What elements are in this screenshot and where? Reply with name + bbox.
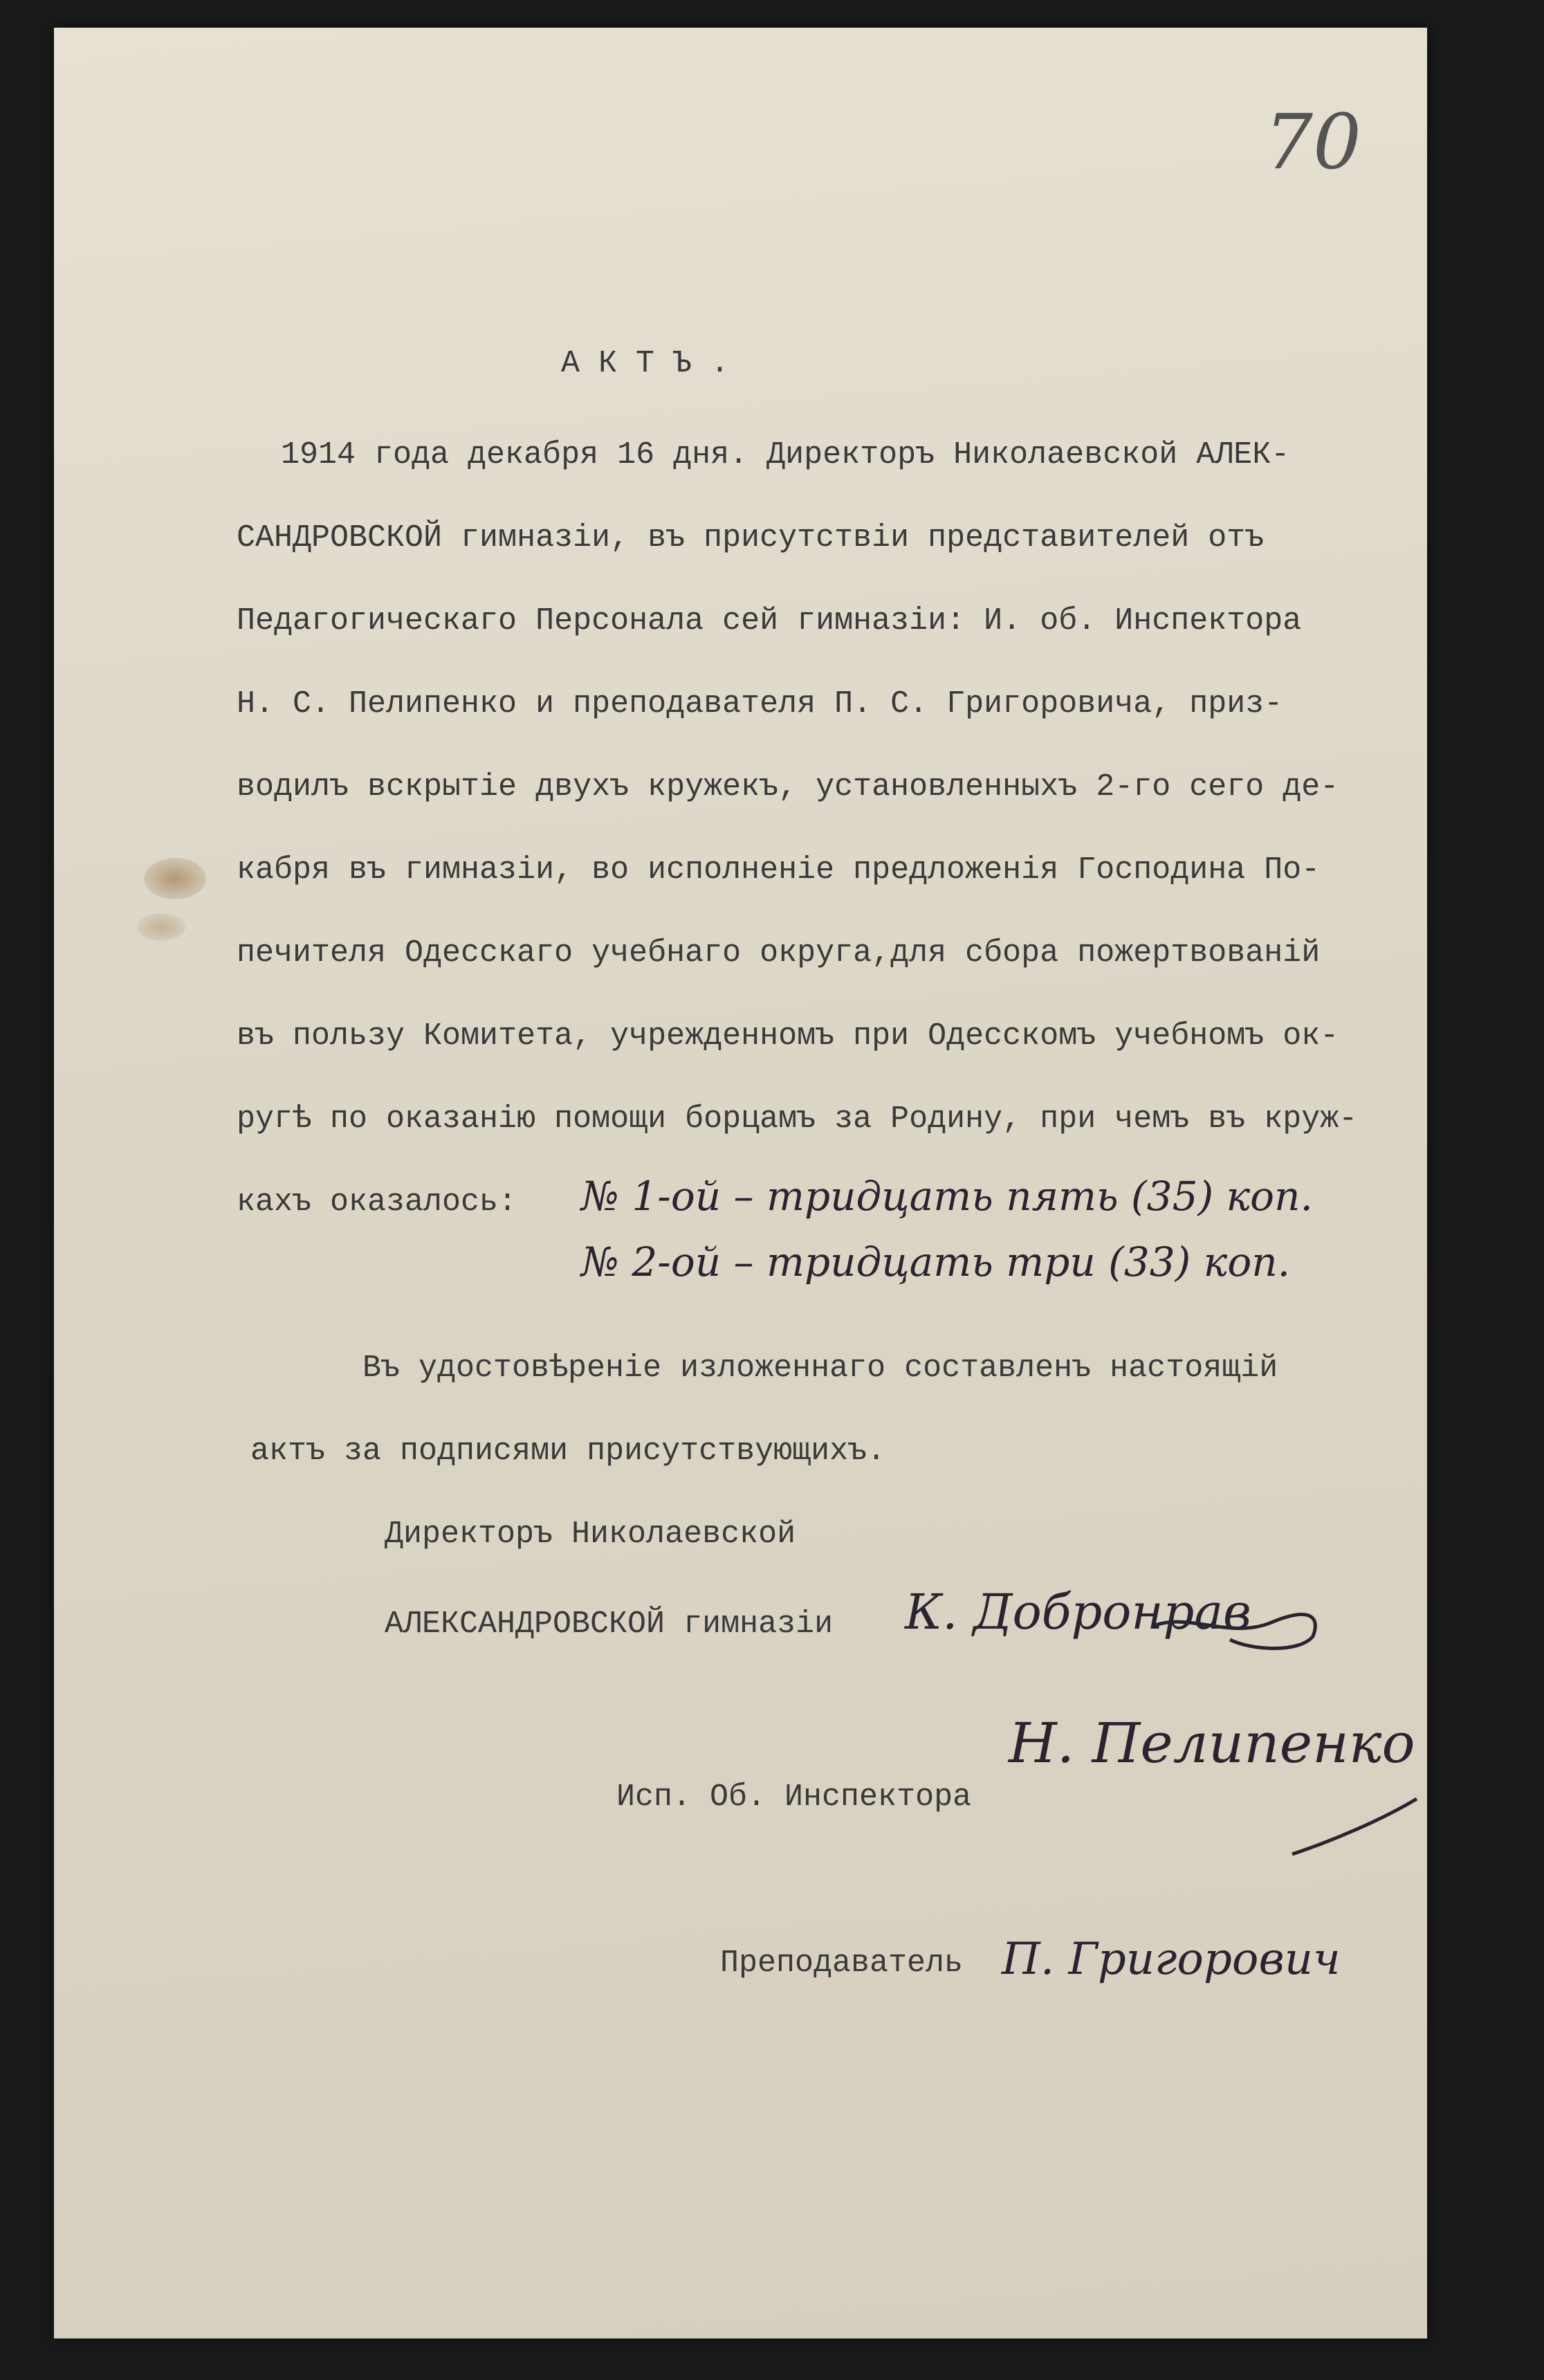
page-number: 70 [1265,98,1361,186]
document-page [54,28,1427,2338]
body-line: водилъ вскрытiе двухъ кружекъ, установленныхъ 2-го сего де- [237,769,1339,805]
body-line: Н. С. Пелипенко и преподавателя П. С. Григоровича, приз- [237,686,1283,722]
paper-stain [144,858,206,899]
closing-line: Въ удостовѣренiе изложеннаго составленъ настоящiй [362,1351,1278,1386]
handwritten-signature: Н. Пелипенко [1009,1711,1415,1775]
signature-flourish [1147,1598,1327,1660]
handwritten-signature: К. Добронрав [905,1584,1251,1640]
body-line: въ пользу Комитета, учрежденномъ при Одесскомъ учебномъ ок- [237,1018,1339,1054]
paper-stain [137,913,185,941]
handwritten-amount: № 1-ой – тридцать пять (35) коп. [581,1173,1313,1220]
body-line: печителя Одесскаго учебнаго округа,для сбора пожертвованiй [237,935,1321,971]
body-line: Педагогическаго Персонала сей гимназiи: И. об. Инспектора [237,603,1302,639]
handwritten-signature: П. Григорович [1002,1934,1341,1985]
body-line: ругѣ по оказанiю помощи борцамъ за Родину, при чемъ въ круж- [237,1101,1358,1137]
signatory-title: Исп. Об. Инспектора [616,1779,972,1815]
signatory-title: Преподаватель [720,1946,964,1981]
document-title: А К Т Ъ . [561,346,730,381]
body-line: кабря въ гимназiи, во исполненiе предложенiя Господина По- [237,852,1321,888]
signatory-title: Директоръ Николаевской [385,1517,796,1552]
signature-flourish [1285,1785,1424,1861]
closing-line: актъ за подписями присутствующихъ. [250,1434,886,1469]
amount-label: кахъ оказалось: [237,1184,517,1220]
handwritten-amount: № 2-ой – тридцать три (33) коп. [581,1238,1291,1285]
body-line: САНДРОВСКОЙ гимназiи, въ присутствiи представителей отъ [237,520,1265,556]
signatory-title: АЛЕКСАНДРОВСКОЙ гимназiи [385,1606,834,1642]
body-line: 1914 года декабря 16 дня. Директоръ Николаевской АЛЕК- [281,437,1290,473]
